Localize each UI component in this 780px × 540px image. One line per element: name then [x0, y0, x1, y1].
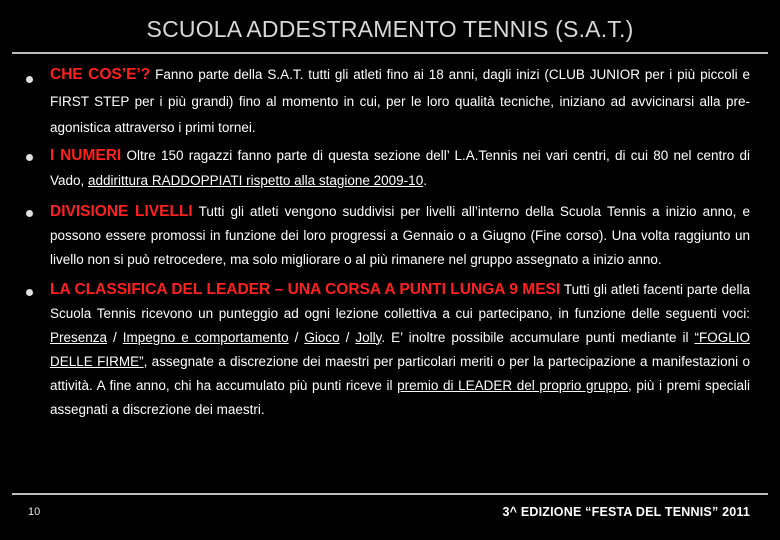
item-body: . [423, 172, 427, 188]
list-item-text [50, 200, 750, 272]
item-heading: CHE COS’E’? [50, 66, 151, 83]
bullet-icon [26, 289, 33, 296]
list-item-i-numeri [26, 143, 750, 193]
item-heading: LA CLASSIFICA DEL LEADER – UNA CORSA A PUNTI LUNGA 9 MESI [50, 280, 561, 298]
slide-title: SCUOLA ADDESTRAMENTO TENNIS (S.A.T.) [146, 16, 634, 42]
item-body: Oltre 150 ragazzi fanno parte di questa sezione dell’ L.A.Tennis nei vari centri, di cui 80 nel centro di Vado, [50, 147, 750, 188]
item-body: / [288, 329, 305, 345]
bullet-icon [26, 210, 33, 217]
list-item-divisione-livelli [26, 200, 750, 272]
footer-divider [12, 493, 768, 495]
item-body: , più i premi speciali assegnati a discrezione dei maestri. [50, 377, 751, 417]
title-divider [12, 52, 768, 54]
bullet-icon [26, 154, 33, 161]
list-item-text [50, 62, 750, 142]
underlined-text: addirittura RADDOPPIATI rispetto alla stagione 2009-10 [88, 172, 424, 188]
list-item-che-cose [26, 62, 750, 142]
underlined-text: “FOGLIO DELLE FIRME” [50, 329, 750, 369]
list-item-text [50, 143, 750, 193]
underlined-text: Impegno e comportamento [122, 329, 289, 345]
item-body: . E’ inoltre possibile accumulare punti mediante il [381, 329, 695, 345]
item-body: / [339, 329, 356, 345]
list-item-text [50, 278, 750, 422]
underlined-text: Jolly [355, 329, 382, 345]
underlined-text: Presenza [50, 329, 108, 345]
underlined-text: premio di LEADER del proprio gruppo [397, 377, 629, 393]
item-heading: I NUMERI [50, 146, 122, 164]
bullet-icon [26, 76, 33, 83]
item-body: / [107, 329, 123, 345]
item-heading: DIVISIONE LIVELLI [50, 202, 193, 220]
item-body: , assegnate a discrezione dei maestri per particolari meriti o per la partecipazione a manifestazioni o attività. A fine anno, chi ha accumulato più punti riceve il [50, 353, 750, 393]
list-item-classifica-leader [26, 278, 750, 422]
item-body: Tutti gli atleti facenti parte della Scuola Tennis ricevono un punteggio ad ogni lezione collettiva a cui partecipano, in funzione delle seguenti voci: [50, 281, 750, 321]
bullet-list [26, 62, 750, 422]
item-body: Tutti gli atleti vengono suddivisi per livelli all’interno della Scuola Tennis a inizio anno, e possono essere promossi in funzione dei loro progressi a Gennaio o a Giugno (Fine corso). Una volta raggiunto un livello non si può retrocedere, ma solo migliorare o al più rimanere nel gruppo assegnato a inizio anno. [50, 203, 750, 267]
underlined-text: Gioco [304, 329, 340, 345]
item-body: Fanno parte della S.A.T. tutti gli atleti fino ai 18 anni, dagli inizi (CLUB JUNIOR per i più piccoli e FIRST STEP per i più grandi) fino al momento in cui, per le loro qualità tecniche, iniziano ad avvicinarsi alla pre-agonistica attraverso i primi tornei. [50, 67, 750, 135]
page-number: 10 [28, 506, 41, 518]
footer-event-title: 3^ EDIZIONE “FESTA DEL TENNIS” 2011 [502, 505, 750, 519]
